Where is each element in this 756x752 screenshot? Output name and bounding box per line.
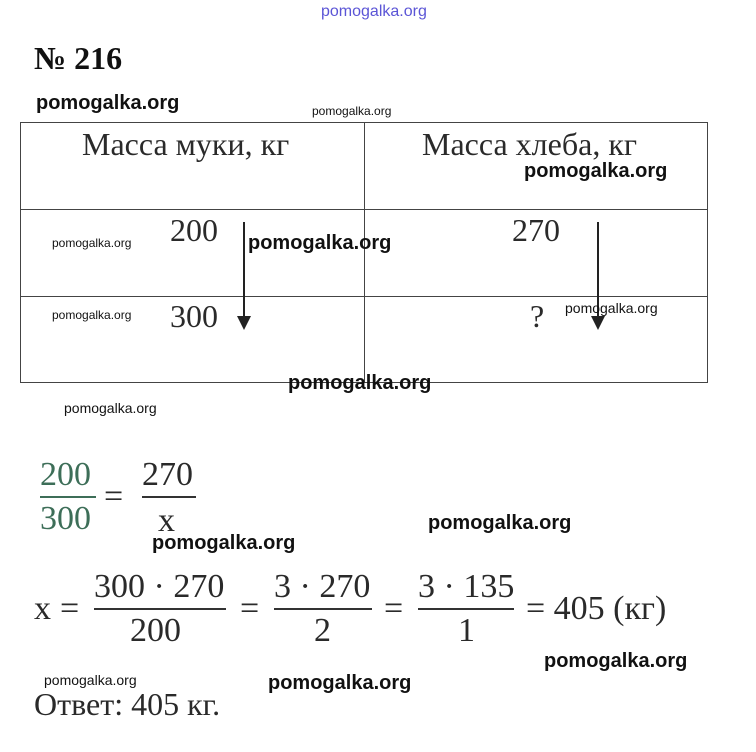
fraction-bar: [418, 608, 514, 610]
solution-result: = 405 (кг): [526, 590, 667, 627]
watermark: pomogalka.org: [268, 672, 412, 694]
cell-bread-unknown: ?: [530, 298, 545, 334]
watermark: pomogalka.org: [428, 512, 572, 534]
fraction-1-numerator: 300 · 270: [94, 568, 225, 605]
fraction-bar: [94, 608, 226, 610]
cell-flour-2: 300: [170, 298, 218, 334]
equals-sign: =: [104, 478, 124, 515]
watermark: pomogalka.org: [565, 300, 658, 316]
watermark: pomogalka.org: [152, 532, 296, 554]
watermark: pomogalka.org: [52, 236, 132, 250]
fraction-bar: [274, 608, 372, 610]
equals-sign: =: [240, 590, 260, 627]
fraction-2-denominator: 2: [314, 612, 331, 649]
fraction-1-denominator: 200: [130, 612, 181, 649]
equals-sign: =: [60, 590, 80, 627]
fraction-bar: [142, 496, 196, 498]
equals-sign: =: [384, 590, 404, 627]
cell-bread-1: 270: [512, 212, 560, 248]
answer-text: Ответ: 405 кг.: [34, 686, 221, 722]
watermark-top: pomogalka.org: [321, 3, 427, 20]
proportion-right-denominator: x: [158, 502, 175, 539]
watermark: pomogalka.org: [44, 672, 137, 688]
header-bread-mass: Масса хлеба, кг: [422, 126, 637, 162]
arrow-head-icon: [237, 316, 251, 330]
arrow-head-icon: [591, 316, 605, 330]
proportion-left-numerator: 200: [40, 456, 91, 493]
watermark: pomogalka.org: [288, 372, 432, 394]
proportion-left-denominator: 300: [40, 500, 91, 537]
watermark: pomogalka.org: [248, 232, 392, 254]
watermark: pomogalka.org: [36, 92, 180, 114]
watermark: pomogalka.org: [544, 650, 688, 672]
fraction-3-denominator: 1: [458, 612, 475, 649]
problem-number: № 216: [34, 40, 123, 76]
fraction-bar: [40, 496, 96, 498]
proportion-right-numerator: 270: [142, 456, 193, 493]
watermark: pomogalka.org: [312, 104, 392, 118]
variable-x: x: [34, 590, 51, 627]
watermark: pomogalka.org: [64, 400, 157, 416]
fraction-2-numerator: 3 · 270: [274, 568, 371, 605]
header-flour-mass: Масса муки, кг: [82, 126, 290, 162]
fraction-3-numerator: 3 · 135: [418, 568, 515, 605]
watermark: pomogalka.org: [52, 308, 132, 322]
watermark: pomogalka.org: [524, 160, 668, 182]
arrow-down-icon: [243, 222, 245, 318]
cell-flour-1: 200: [170, 212, 218, 248]
